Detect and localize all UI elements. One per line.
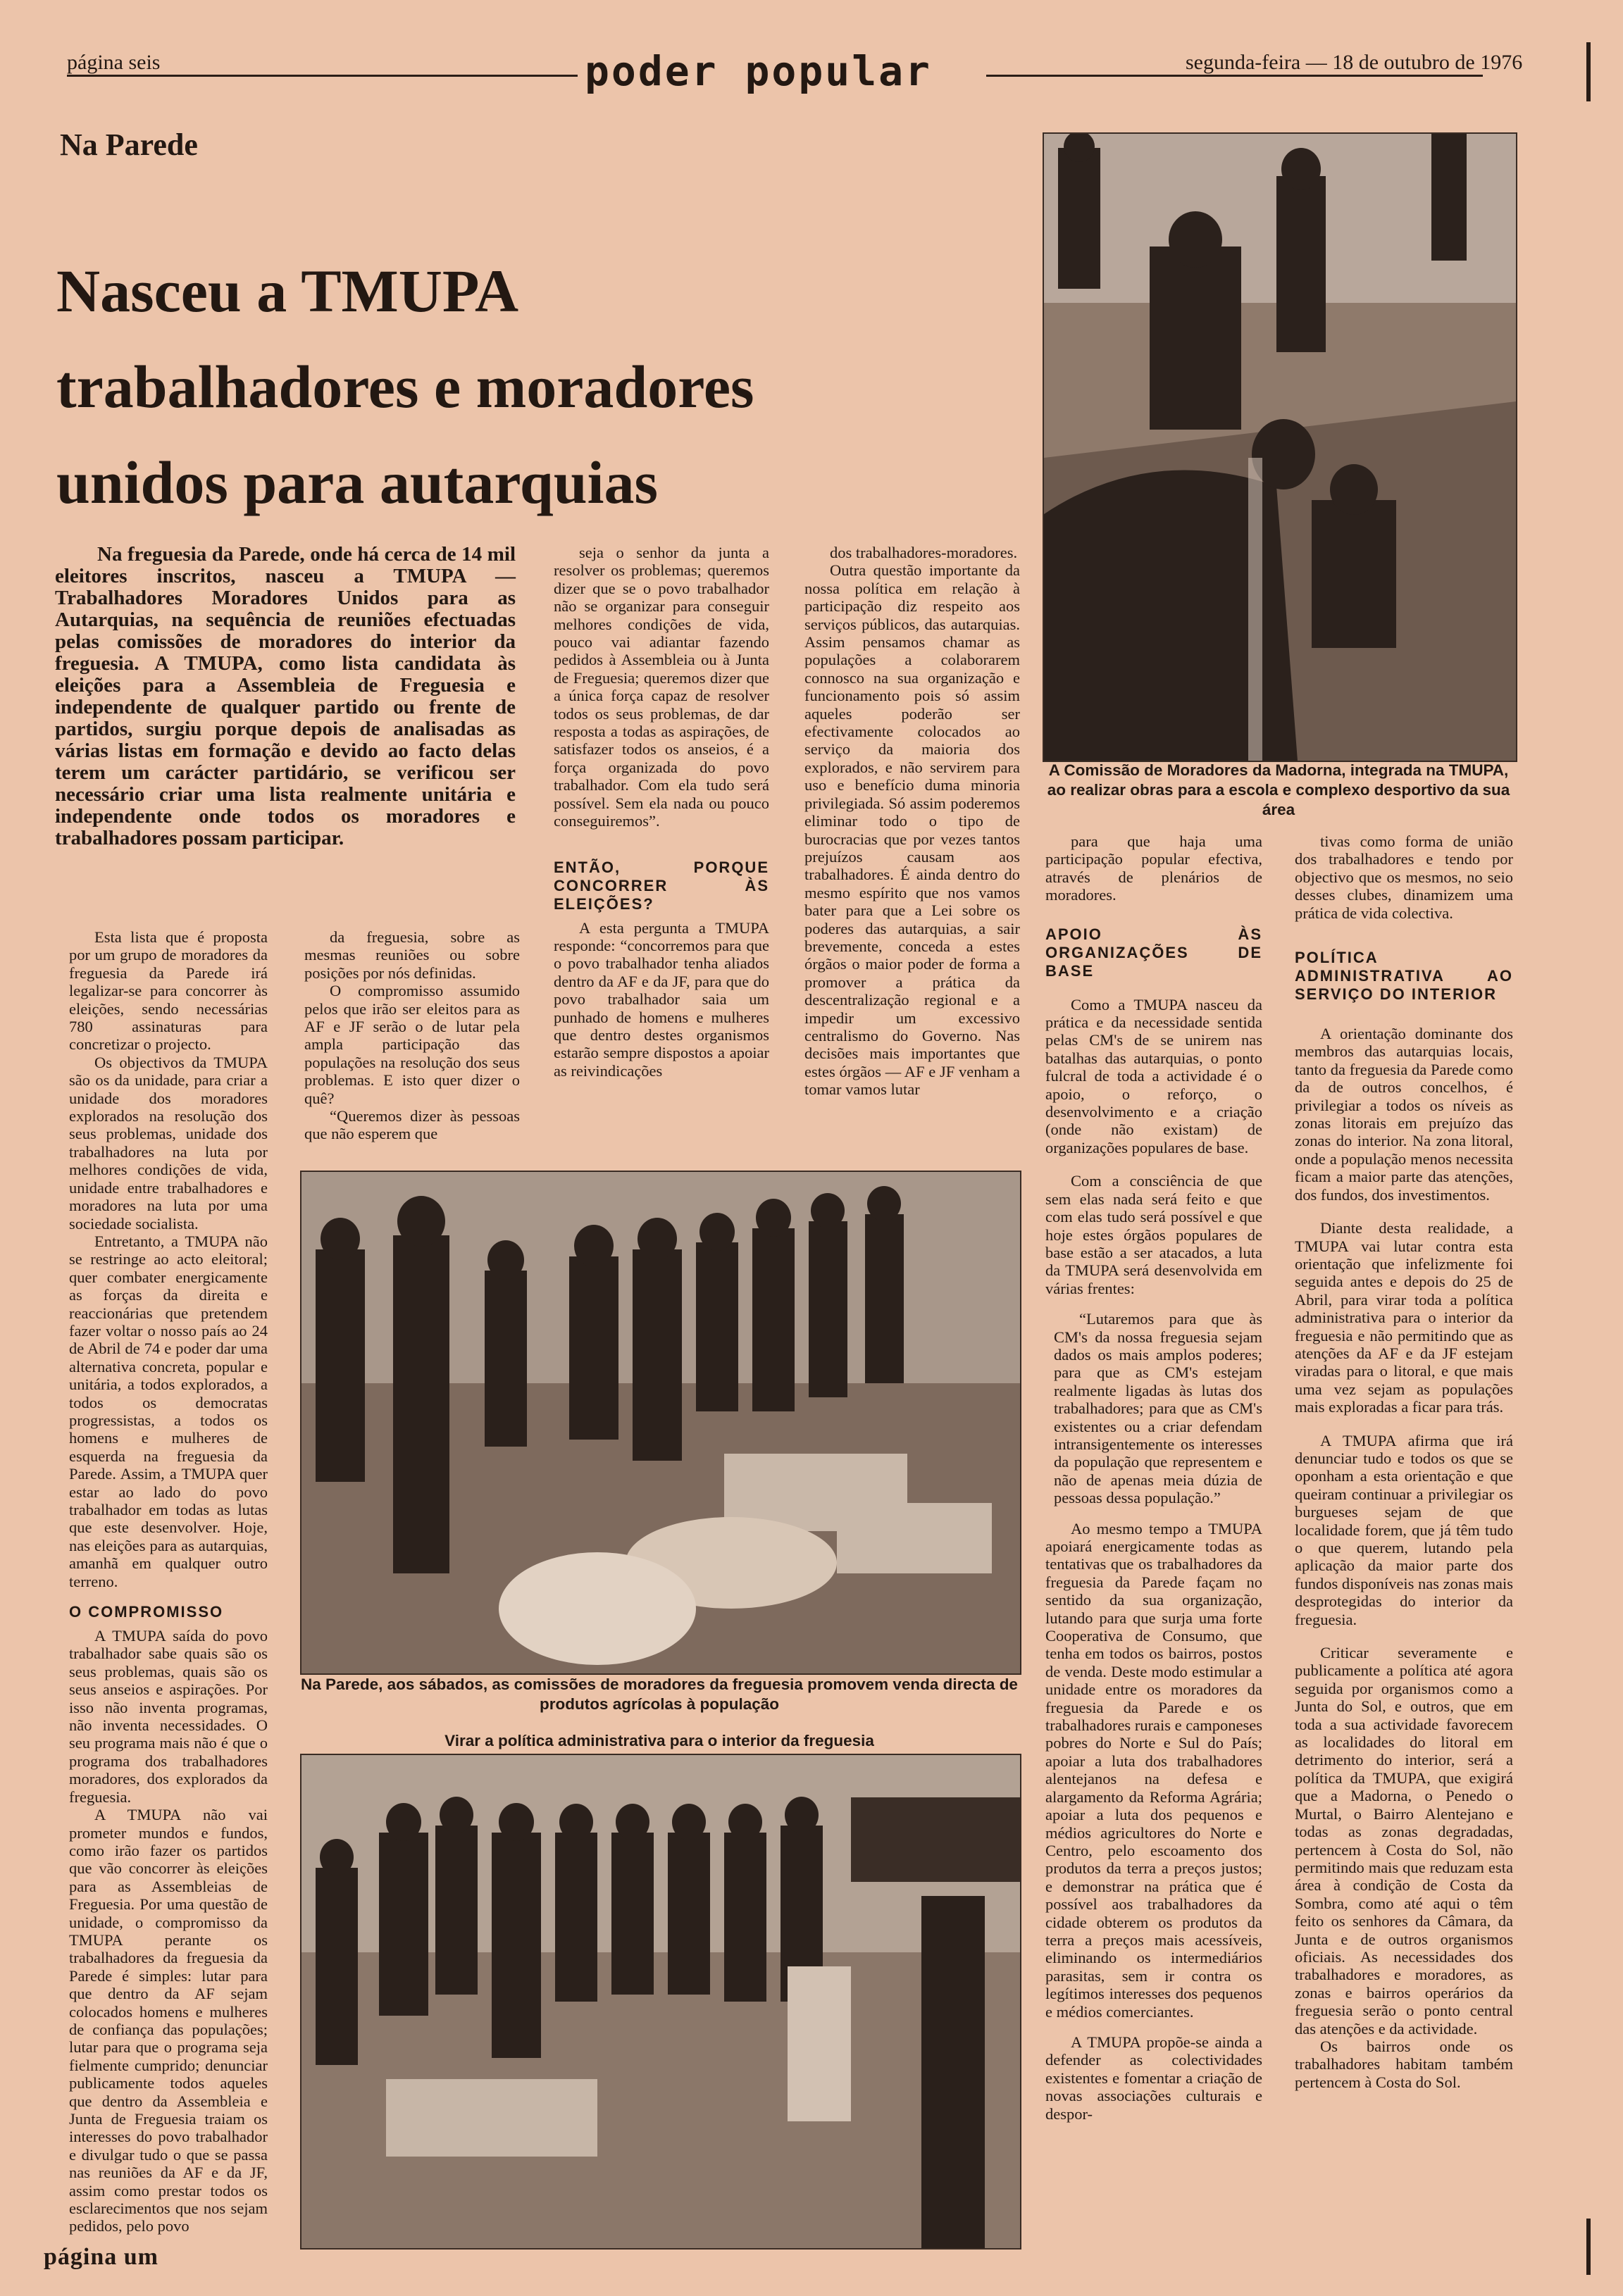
section-heading: ENTÃO, PORQUE CONCORRER ÀS ELEIÇÕES? (554, 858, 769, 913)
paragraph: para que haja uma participação popular efectiva, através de plenários de moradores. (1045, 832, 1262, 904)
article-column-1 (69, 928, 268, 2259)
article-column-3 (554, 544, 769, 1148)
photo-street-gathering (300, 1754, 1021, 2250)
margin-bar (1586, 2219, 1591, 2275)
paragraph: A esta pergunta a TMUPA responde: “concorremos para que o povo trabalhador tenha aliados dentro da AF e da JF, para que do povo trabalhador saia um punhado de homens e mulheres que dentro destes organismos estarão sempre dispostos a apoiar as reivindicações (554, 918, 769, 1080)
quote-block (1045, 1310, 1262, 1506)
paragraph: Os bairros onde os trabalhadores habitam também pertencem à Costa do Sol. (1295, 2037, 1513, 2091)
caption-photo-market: Na Parede, aos sábados, as comissões de moradores da freguesia promovem venda directa de produtos agrícolas à população (301, 1676, 1018, 1713)
paragraph: A TMUPA afirma que irá denunciar tudo e todos os que se oponham a esta orientação e que queiram continuar a privilegiar os burgueses sejam de que localidade forem, que já têm tudo o que querem, lutando pela aplicação da maior parte dos fundos disponíveis nas zonas mais desprotegidas do interior da freguesia. (1295, 1431, 1513, 1628)
paragraph: A orientação dominante dos membros das autarquias locais, tanto da freguesia da Parede como da de outros concelhos, é privilegiar a todos os níveis as zonas litorais em prejuízo das zonas do interior. Na zona litoral, onde a população menos necessita ficam a maior parte das atenções, dos fundos, dos investimentos. (1295, 1025, 1513, 1204)
paragraph: Diante desta realidade, a TMUPA vai lutar contra esta orientação que infelizmente foi seguida antes e depois do 25 de Abril, para virar toda a política administrativa para o interior da freguesia e não permitindo que as atenções da AF e da JF estejam viradas para o litoral, e que mais uma vez sejam as populações mais exploradas a ficar para trás. (1295, 1219, 1513, 1416)
paragraph: Os objectivos da TMUPA são os da unidade, para criar a unidade dos moradores explorados na resolução dos seus problemas, unidade dos trabalhadores na luta por melhores condições de vida, unidade entre trabalhadores e moradores na luta por uma sociedade socialista. (69, 1053, 268, 1233)
section-heading: POLÍTICA ADMINISTRATIVA AO SERVIÇO DO INTERIOR (1295, 949, 1513, 1004)
article-column-6 (1295, 832, 1513, 2262)
quote-text: “Lutaremos para que às CM's da nossa freguesia sejam dados os mais amplos poderes; para que as CM's estejam realmente ligadas às lutas dos trabalhadores; para que as CM's existentes ou a criar defendam intransigentemente os interesses da população que representem e não de apenas meia dúzia de pessoas dessa população.” (1054, 1310, 1262, 1507)
masthead-rule-left (67, 75, 578, 77)
section-heading: O COMPROMISSO (69, 1603, 224, 1621)
caption-photo-bottom: Virar a política administrativa para o interior da freguesia (444, 1732, 874, 1749)
paragraph: Como a TMUPA nasceu da prática e da necessidade sentida pelas CM's de se unirem nas batalhas das autarquias, o ponto fulcral de toda a actividade é o apoio, o reforço, o desenvolvimento e a criação (onde não existam) de organizações populares de base. (1045, 995, 1262, 1156)
paragraph: O compromisso assumido pelos que irão ser eleitos para as AF e JF serão o de lutar pela ampla participação das populações na resolução dos seus problemas. E isto quer dizer o quê? (304, 982, 520, 1107)
footer-page-label: página um (44, 2244, 158, 2270)
paragraph: Esta lista que é proposta por um grupo de moradores da freguesia da Parede irá legalizar-se para concorrer às eleições, sendo necessárias 780 assinaturas para concretizar o projecto. (69, 928, 268, 1054)
paragraph: Criticar severamente e publicamente a política até agora seguida por organismos como a Junta do Sol, e outros, que em toda a sua actividade favorecem as localidades do litoral em detrimento do interior, será a política da TMUPA, que exigirá que a Madorna, o Penedo o Murtal, o Bairro Alentejano e todas as zonas degradadas, pertencem à Costa do Sol, não permitindo mais que reduzam esta área à condição de Costa da Sombra, como até aqui o têm feito os senhores da Câmara, da Junta e de outros organismos oficiais. As necessidades dos trabalhadores e moradores, as zonas e bairros operários da freguesia serão o ponto central das atenções e da actividade. (1295, 1644, 1513, 2038)
caption-photo-top: A Comissão de Moradores da Madorna, integrada na TMUPA, ao realizar obras para a escola e complexo desportivo da sua área (1047, 761, 1510, 818)
margin-bar (1586, 42, 1591, 101)
photo-market (300, 1171, 1021, 1675)
paragraph: tivas como forma de união dos trabalhadores e tendo por objectivo que os mesmos, no seio desses clubes, dinamizem uma prática de vida colectiva. (1295, 832, 1513, 922)
headline-line: Nasceu a TMUPA (56, 257, 519, 325)
article-column-4 (804, 544, 1020, 1148)
issue-date: segunda-feira — 18 de outubro de 1976 (1186, 51, 1523, 74)
masthead-rule-right (986, 75, 1483, 77)
paragraph: A TMUPA não vai prometer mundos e fundos, como irão fazer os partidos que vão concorrer às eleições para as Assembleias de Freguesia. Por uma questão de unidade, o compromisso da TMUPA perante os trabalhadores da freguesia da Parede é simples: lutar para que dentro da AF sejam colocados homens e mulheres de confiança das populações; lutar para que o programa seja fielmente cumprido; denunciar publicamente todos aqueles que dentro da Assembleia e Junta de Freguesia traiam os interesses do povo trabalhador e divulgar tudo o que se passa nas reuniões da AF e da JF, assim como prestar todos os esclarecimentos que nos sejam pedidos, pelo povo (69, 1806, 268, 2235)
paragraph: Com a consciência de que sem elas nada será feito e que com elas tudo será possível e que hoje estes órgãos populares de base estão a ser atacados, a luta da TMUPA será desenvolvida em várias frentes: (1045, 1172, 1262, 1297)
paragraph: Outra questão importante da nossa política em relação à participação diz respeito aos serviços públicos, das autarquias. Assim pensamos chamar as populações a colaborarem connosco na sua organização e funcionamento pois só assim aqueles poderão ser efectivamente colocados ao serviço da maioria dos explorados, e não servirem para uso e benefício duma minoria privilegiada. Só assim poderemos eliminar todo o tipo de burocracias que por vezes tantos prejuízos causam aos trabalhadores. É ainda dentro do mesmo espírito que nos vamos bater para que a Lei sobre os poderes das autarquias, a sair brevemente, conceda a estes órgãos o maior poder de forma a promover a prática da descentralização regional e a impedir um excessivo centralismo do Governo. Nas decisões mais importantes que estes órgãos — AF e JF venham a tomar vamos lutar (804, 561, 1020, 1099)
paragraph: dos trabalhadores-moradores. (830, 544, 1018, 561)
article-column-5 (1045, 832, 1262, 2262)
page-number-label: página seis (67, 51, 161, 74)
paragraph: A TMUPA propõe-se ainda a defender as colectividades existentes e fomentar a criação de novas associações culturais e despor- (1045, 2033, 1262, 2123)
article-kicker: Na Parede (60, 127, 198, 162)
paragraph: “Queremos dizer às pessoas que não esperem que (304, 1107, 520, 1143)
paragraph: seja o senhor da junta a resolver os problemas; queremos dizer que se o povo trabalhador não se organizar para conseguir melhores condições de vida, pouco vai adiantar fazendo pedidos à Assembleia ou à Junta de Freguesia; queremos dizer que a única força capaz de resolver todos os seus problemas, de dar resposta a todas as aspirações, de satisfazer todos os anseios, é a força organizada do povo trabalhador. Com ela tudo será possível. Sem ela nada ou pouco conseguiremos”. (554, 544, 769, 830)
paragraph: da freguesia, sobre as mesmas reuniões ou sobre posições por nós definidas. (304, 928, 520, 982)
article-column-2 (304, 928, 520, 1147)
paragraph: A TMUPA saída do povo trabalhador sabe quais são os seus problemas, quais são os seus anseios e aspirações. Por isso não inventa programas, não inventa necessidades. O seu programa mais não é que o programa dos trabalhadores moradores, dos explorados da freguesia. (69, 1627, 268, 1806)
photo-street-works (1043, 132, 1517, 762)
headline-line: unidos para autarquias (56, 449, 658, 516)
newspaper-title: poder popular (585, 47, 932, 95)
paragraph: Ao mesmo tempo a TMUPA apoiará energicamente todas as tentativas que os trabalhadores da freguesia da Parede façam no sentido da sua organização, lutando para que surja uma forte Cooperativa de Consumo, que tenha em todos os bairros, postos de venda. Deste modo estimular a unidade entre os moradores da freguesia da Parede e os trabalhadores rurais e camponeses pobres do Norte e Sul do País; apoiar a luta dos trabalhadores alentejanos na defesa e alargamento da Reforma Agrária; apoiar a luta dos pequenos e médios agricultores do Norte e Centro, pelo escoamento dos produtos da terra a preços justos; e demonstrar na prática que é possível aos trabalhadores da cidade obterem os produtos da terra a preços mais acessíveis, eliminando os intermediários parasitas, sem ir contra os legítimos interesses dos pequenos e médios comerciantes. (1045, 1519, 1262, 2021)
article-lead: Na freguesia da Parede, onde há cerca de 14 mil eleitores inscritos, nasceu a TMUPA — Trabalhadores Moradores Unidos para as Autarquias, na sequência de reuniões efectuadas pelas comissões de moradores do interior da freguesia. A TMUPA, como lista candidata às eleições para a Assembleia de Freguesia e independente de qualquer partido ou frente de partidos, surgiu porque depois de analisadas as várias listas em formação e devido ao facto delas terem um carácter partidário, se verificou ser necessário criar uma lista realmente unitária e independente onde todos os moradores e trabalhadores possam participar. (55, 543, 516, 849)
section-heading: APOIO ÀS ORGANIZAÇÕES DE BASE (1045, 925, 1262, 980)
article-headline (56, 243, 1000, 530)
paragraph: Entretanto, a TMUPA não se restringe ao acto eleitoral; quer combater energicamente as forças da direita e reaccionárias que pretendem fazer voltar o nosso país ao 24 de Abril de 74 e poder dar uma alternativa concreta, popular e unitária, a todos explorados, a todos os democratas progressistas, a todos os homens e mulheres de esquerda na freguesia da Parede. Assim, a TMUPA quer estar ao lado do povo trabalhador em todas as lutas que este desenvolver. Hoje, nas eleições para as autarquias, amanhã em qualquer outro terreno. (69, 1232, 268, 1590)
headline-line: trabalhadores e moradores (56, 353, 754, 420)
